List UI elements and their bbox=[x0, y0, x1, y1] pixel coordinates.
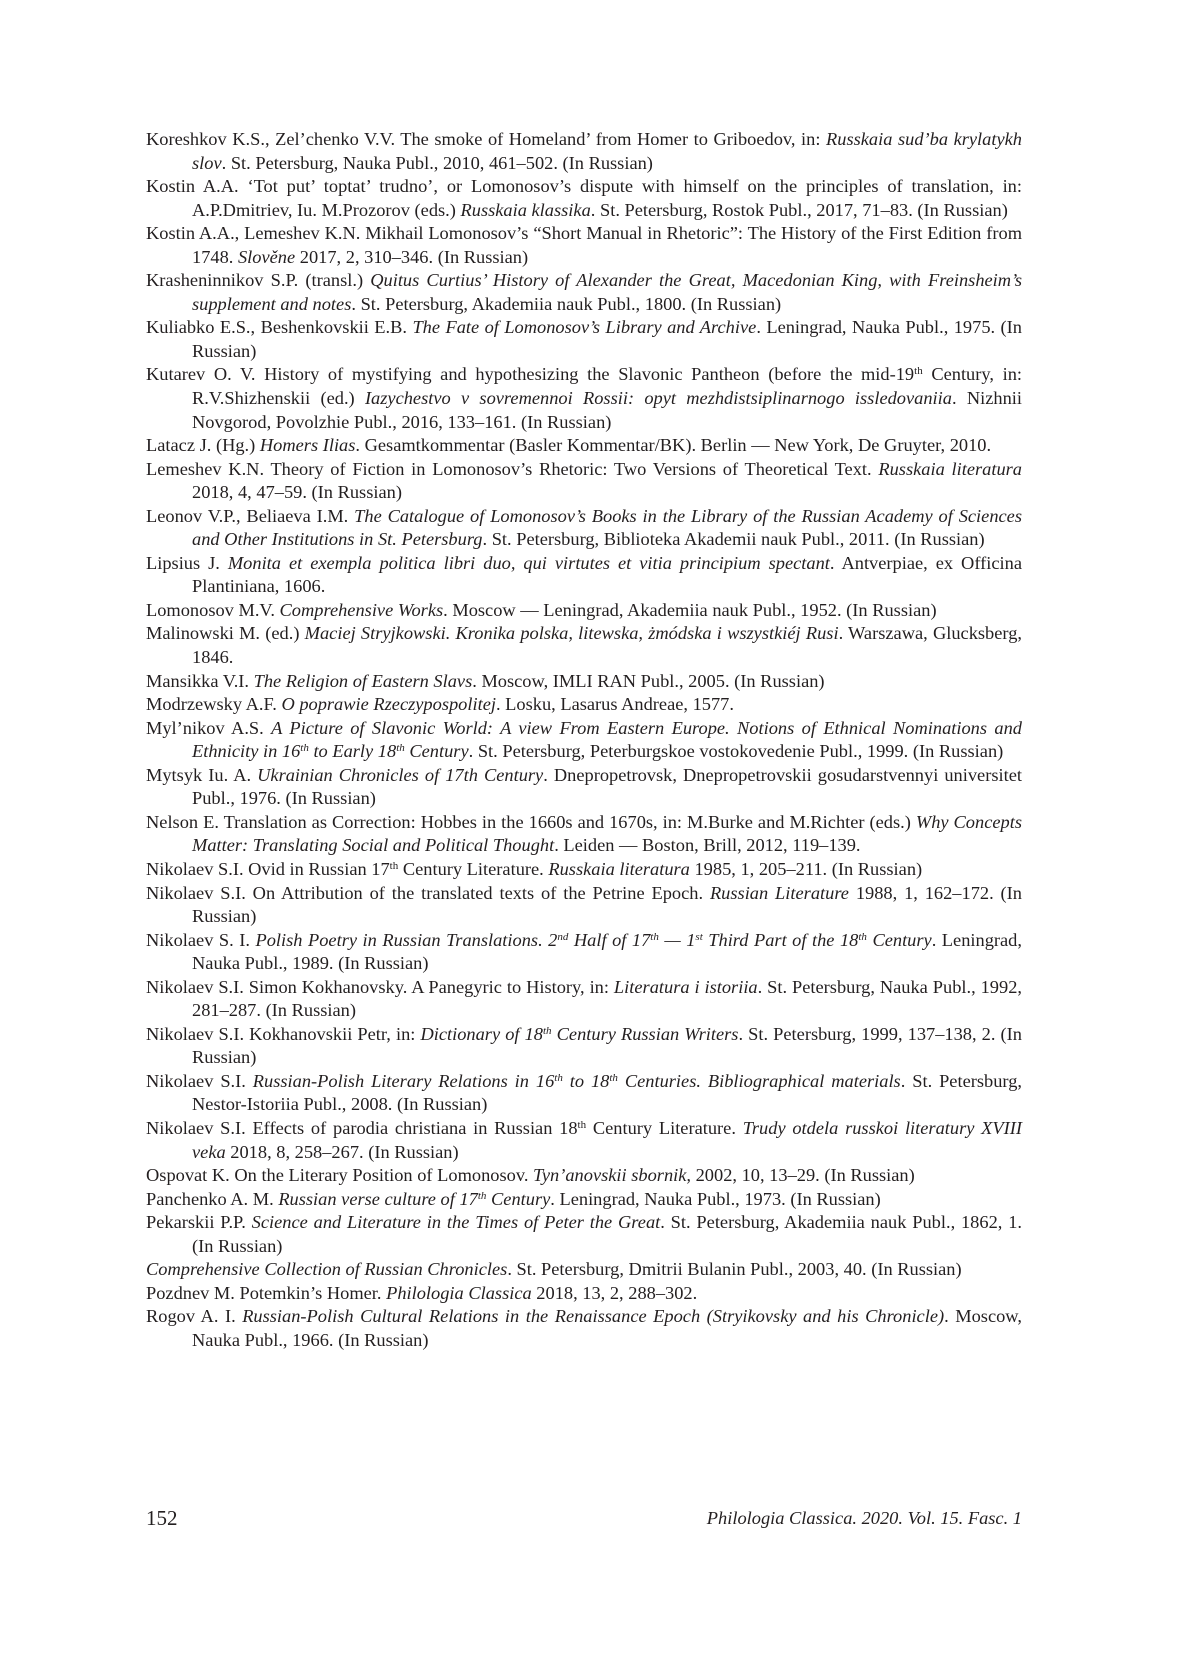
reference-entry bbox=[146, 175, 1022, 222]
italic-title: Century bbox=[404, 741, 469, 762]
italic-title: Half of 17 bbox=[568, 929, 651, 950]
italic-title: Maciej Stryjkowski. Kronika polska, litewska, żmódska i wszystkiéj Rusi bbox=[304, 623, 839, 644]
reference-entry bbox=[146, 929, 1022, 976]
reference-text: . Leningrad, Nauka Publ., 1975. (In Russian) bbox=[192, 317, 1022, 361]
reference-text: Kutarev O. V. History of mystifying and hypothesizing the Slavonic Pantheon (before the mid-19 bbox=[146, 364, 915, 385]
reference-text: . St. Petersburg, Nestor-Istoriia Publ., 2008. (In Russian) bbox=[192, 1070, 1022, 1115]
italic-title: — 1 bbox=[658, 929, 696, 950]
reference-entry bbox=[146, 858, 1022, 882]
reference-entry bbox=[146, 670, 1022, 694]
reference-text: Century, in: R.V.Shizhenskii (ed.) bbox=[192, 364, 1022, 409]
reference-entry bbox=[146, 1188, 1022, 1212]
reference-text: Mansikka V.I. bbox=[146, 670, 254, 691]
reference-text: Rogov A. I. bbox=[146, 1306, 243, 1327]
italic-title: The Fate of Lomonosov’s Library and Archive bbox=[412, 317, 757, 338]
italic-title: O poprawie Rzeczypospolitej bbox=[281, 694, 496, 715]
superscript: nd bbox=[557, 930, 569, 943]
reference-text: . St. Petersburg, Akademiia nauk Publ., 1862, 1. (In Russian) bbox=[192, 1212, 1022, 1256]
superscript: th bbox=[477, 1189, 487, 1202]
italic-title: Why Concepts Matter: Translating Social and Political Thought bbox=[192, 811, 1022, 856]
reference-entry bbox=[146, 505, 1022, 552]
italic-title: Russkaia literatura bbox=[548, 858, 690, 879]
italic-title: Monita et exempla politica libri duo, qui virtutes et vitia principium spectant bbox=[227, 552, 830, 573]
reference-text: . St. Petersburg, Biblioteka Akademii nauk Publ., 2011. (In Russian) bbox=[482, 529, 985, 550]
italic-title: Russian Literature bbox=[709, 882, 849, 903]
reference-text: 2018, 13, 2, 288–302. bbox=[531, 1282, 698, 1303]
reference-text: Nikolaev S. I. bbox=[146, 929, 256, 950]
reference-text: Kuliabko E.S., Beshenkovskii E.B. bbox=[146, 317, 413, 338]
reference-entry bbox=[146, 1258, 1022, 1282]
reference-list bbox=[146, 128, 1022, 1352]
reference-text: . Nizhnii Novgorod, Povolzhie Publ., 2016, 133–161. (In Russian) bbox=[192, 388, 1022, 432]
reference-text: . St. Petersburg, Akademiia nauk Publ., 1800. (In Russian) bbox=[351, 293, 782, 314]
italic-title: Russian-Polish Cultural Relations in the Renaissance Epoch (Stryikovsky and his Chronicle) bbox=[242, 1306, 945, 1327]
reference-text: Lemeshev K.N. Theory of Fiction in Lomonosov’s Rhetoric: Two Versions of Theoretical Text. bbox=[146, 458, 879, 479]
superscript: th bbox=[300, 742, 309, 755]
reference-entry bbox=[146, 976, 1022, 1023]
reference-text: Nikolaev S.I. Effects of parodia christiana in Russian 18 bbox=[146, 1117, 578, 1138]
reference-entry bbox=[146, 1211, 1022, 1258]
italic-title: Century bbox=[486, 1188, 551, 1209]
reference-text: Myl’nikov A.S. bbox=[146, 717, 272, 738]
reference-text: Lomonosov M.V. bbox=[146, 599, 280, 620]
reference-text: . Gesamtkommentar (Basler Kommentar/BK). Berlin — New York, De Gruyter, 2010. bbox=[355, 435, 992, 456]
reference-text: . Losku, Lasarus Andreae, 1577. bbox=[495, 694, 734, 715]
italic-title: Comprehensive Collection of Russian Chronicles bbox=[146, 1259, 508, 1280]
reference-text: . Warszawa, Glucksberg, 1846. bbox=[192, 623, 1022, 668]
italic-title: Third Part of the 18 bbox=[702, 929, 859, 950]
reference-entry bbox=[146, 622, 1022, 669]
reference-text: . Moscow, Nauka Publ., 1966. (In Russian) bbox=[192, 1306, 1022, 1350]
italic-title: Centuries. Bibliographical materials bbox=[617, 1070, 901, 1091]
reference-text: . Leiden — Boston, Brill, 2012, 119–139. bbox=[554, 835, 861, 856]
reference-text: Leonov V.P., Beliaeva I.M. bbox=[146, 505, 355, 526]
reference-text: Malinowski M. (ed.) bbox=[146, 623, 305, 644]
reference-entry bbox=[146, 1023, 1022, 1070]
reference-text: 2018, 4, 47–59. (In Russian) bbox=[192, 482, 402, 503]
reference-text: Krasheninnikov S.P. (transl.) bbox=[146, 270, 371, 291]
reference-text: . Dnepropetrovsk, Dnepropetrovskii gosudarstvennyi universitet Publ., 1976. (In Russian) bbox=[192, 764, 1022, 809]
superscript: th bbox=[650, 930, 659, 943]
italic-title: Quitus Curtius’ History of Alexander the Great, Macedonian King, with Freinsheim’s supplement and notes bbox=[192, 270, 1022, 314]
italic-title: Century bbox=[866, 929, 932, 950]
italic-title: Russkaia sud’ba krylatykh slov bbox=[192, 129, 1022, 173]
reference-text: . St. Petersburg, 1999, 137–138, 2. (In Russian) bbox=[192, 1023, 1022, 1068]
italic-title: Russkaia literatura bbox=[878, 458, 1022, 479]
reference-text: . Moscow — Leningrad, Akademiia nauk Publ., 1952. (In Russian) bbox=[443, 599, 937, 620]
reference-entry bbox=[146, 693, 1022, 717]
reference-entry bbox=[146, 128, 1022, 175]
italic-title: Science and Literature in the Times of Peter the Great bbox=[251, 1212, 661, 1233]
reference-text: Nikolaev S.I. bbox=[146, 1070, 253, 1091]
reference-text: . Antverpiae, ex Officina Plantiniana, 1606. bbox=[192, 552, 1022, 597]
reference-text: 1985, 1, 205–211. (In Russian) bbox=[689, 858, 923, 879]
reference-text: . St. Petersburg, Nauka Publ., 2010, 461–502. (In Russian) bbox=[221, 152, 653, 173]
reference-text: . St. Petersburg, Nauka Publ., 1992, 281–287. (In Russian) bbox=[192, 976, 1022, 1021]
reference-text: Kostin A.A. ‘Tot put’ toptat’ trudno’, or Lomonosov’s dispute with himself on the principles of translation, in: A.P.Dmitriev, Iu. M.Prozorov (eds.) bbox=[146, 176, 1022, 220]
italic-title: to 18 bbox=[562, 1070, 610, 1091]
reference-text: Pekarskii P.P. bbox=[146, 1212, 252, 1233]
reference-entry bbox=[146, 1164, 1022, 1188]
reference-text: 1988, 1, 162–172. (In Russian) bbox=[192, 882, 1022, 927]
superscript: th bbox=[858, 930, 867, 943]
reference-text: Nikolaev S.I. On Attribution of the translated texts of the Petrine Epoch. bbox=[146, 882, 710, 903]
reference-entry bbox=[146, 269, 1022, 316]
reference-text: Koreshkov K.S., Zel’chenko V.V. The smoke of Homeland’ from Homer to Griboedov, in: bbox=[146, 129, 827, 149]
reference-entry bbox=[146, 764, 1022, 811]
reference-entry bbox=[146, 811, 1022, 858]
reference-entry bbox=[146, 1117, 1022, 1164]
italic-title: Literatura i istoriia bbox=[613, 976, 758, 997]
reference-entry bbox=[146, 552, 1022, 599]
italic-title: Russian-Polish Literary Relations in 16 bbox=[252, 1070, 555, 1091]
superscript: th bbox=[543, 1024, 552, 1037]
reference-text: Latacz J. (Hg.) bbox=[146, 435, 260, 456]
reference-text: . Leningrad, Nauka Publ., 1989. (In Russian) bbox=[192, 929, 1022, 974]
journal-running-title: Philologia Classica. 2020. Vol. 15. Fasc. 1 bbox=[706, 1508, 1022, 1528]
superscript: st bbox=[695, 930, 703, 943]
superscript: th bbox=[577, 1118, 587, 1131]
italic-title: The Religion of Eastern Slavs bbox=[253, 670, 473, 691]
reference-text: . Moscow, IMLI RAN Publ., 2005. (In Russian) bbox=[472, 670, 825, 691]
italic-title: Russkaia klassika bbox=[460, 199, 591, 220]
reference-entry bbox=[146, 316, 1022, 363]
reference-text: Pozdnev M. Potemkin’s Homer. bbox=[146, 1282, 387, 1303]
italic-title: Trudy otdela russkoi literatury XVIII veka bbox=[192, 1117, 1022, 1162]
reference-entry bbox=[146, 882, 1022, 929]
reference-text: Ospovat K. On the Literary Position of Lomonosov. bbox=[146, 1165, 534, 1186]
reference-entry bbox=[146, 222, 1022, 269]
superscript: th bbox=[914, 365, 923, 378]
reference-text: Kostin A.A., Lemeshev K.N. Mikhail Lomonosov’s “Short Manual in Rhetoric”: The History of the First Edition from 1748. bbox=[146, 223, 1022, 267]
italic-title: Philologia Classica bbox=[386, 1282, 532, 1303]
reference-text: Modrzewsky A.F. bbox=[146, 694, 282, 715]
reference-entry bbox=[146, 363, 1022, 434]
reference-text: 2017, 2, 310–346. (In Russian) bbox=[295, 246, 529, 267]
reference-text: 2018, 8, 258–267. (In Russian) bbox=[225, 1141, 459, 1162]
italic-title: Russian verse culture of 17 bbox=[278, 1188, 478, 1209]
superscript: th bbox=[609, 1071, 618, 1084]
italic-title: Century Russian Writers bbox=[551, 1023, 739, 1044]
italic-title: Homers Ilias bbox=[259, 435, 356, 456]
superscript: th bbox=[389, 859, 399, 872]
reference-text: Century Literature. bbox=[398, 858, 549, 879]
italic-title: to Early 18 bbox=[308, 741, 397, 762]
reference-text: . St. Petersburg, Dmitrii Bulanin Publ., 2003, 40. (In Russian) bbox=[507, 1259, 962, 1280]
reference-entry bbox=[146, 1282, 1022, 1306]
page-number: 152 bbox=[146, 1506, 178, 1530]
page-footer bbox=[146, 1506, 1022, 1536]
reference-text: Nelson E. Translation as Correction: Hobbes in the 1660s and 1670s, in: M.Burke and M.Richter (eds.) bbox=[146, 811, 916, 832]
reference-text: 2002, 10, 13–29. (In Russian) bbox=[691, 1165, 915, 1186]
reference-text: Nikolaev S.I. Kokhanovskii Petr, in: bbox=[146, 1023, 421, 1044]
italic-title: Dictionary of 18 bbox=[420, 1023, 543, 1044]
italic-title: Slověne bbox=[237, 246, 296, 267]
reference-entry bbox=[146, 458, 1022, 505]
reference-text: Panchenko A. M. bbox=[146, 1188, 279, 1209]
reference-entry bbox=[146, 1070, 1022, 1117]
reference-text: . St. Petersburg, Peterburgskoe vostokovedenie Publ., 1999. (In Russian) bbox=[468, 741, 1004, 762]
superscript: th bbox=[396, 742, 405, 755]
reference-text: Century Literature. bbox=[586, 1117, 743, 1138]
reference-text: Nikolaev S.I. Ovid in Russian 17 bbox=[146, 858, 390, 879]
italic-title: Polish Poetry in Russian Translations. 2 bbox=[255, 929, 558, 950]
reference-text: . St. Petersburg, Rostok Publ., 2017, 71–83. (In Russian) bbox=[590, 199, 1008, 220]
reference-text: Nikolaev S.I. Simon Kokhanovsky. A Panegyric to History, in: bbox=[146, 976, 614, 997]
reference-text: Lipsius J. bbox=[146, 552, 228, 573]
italic-title: Tyn’anovskii sbornik, bbox=[533, 1165, 692, 1186]
italic-title: A Picture of Slavonic World: A view From Eastern Europe. Notions of Ethnical Nominations and Ethnicity in 16 bbox=[192, 717, 1022, 762]
italic-title: Iazychestvo v sovremennoi Rossii: opyt mezhdistsiplinarnogo issledovaniia bbox=[364, 388, 952, 409]
italic-title: Comprehensive Works bbox=[279, 599, 444, 620]
reference-entry bbox=[146, 717, 1022, 764]
reference-entry bbox=[146, 434, 1022, 458]
reference-entry bbox=[146, 1305, 1022, 1352]
italic-title: Ukrainian Chronicles of 17th Century bbox=[257, 764, 544, 785]
reference-text: . Leningrad, Nauka Publ., 1973. (In Russian) bbox=[550, 1188, 881, 1209]
reference-entry bbox=[146, 599, 1022, 623]
superscript: th bbox=[554, 1071, 563, 1084]
reference-text: Mytsyk Iu. A. bbox=[146, 764, 258, 785]
italic-title: The Catalogue of Lomonosov’s Books in the Library of the Russian Academy of Sciences and Other Institutions in St. Petersburg bbox=[192, 505, 1022, 550]
